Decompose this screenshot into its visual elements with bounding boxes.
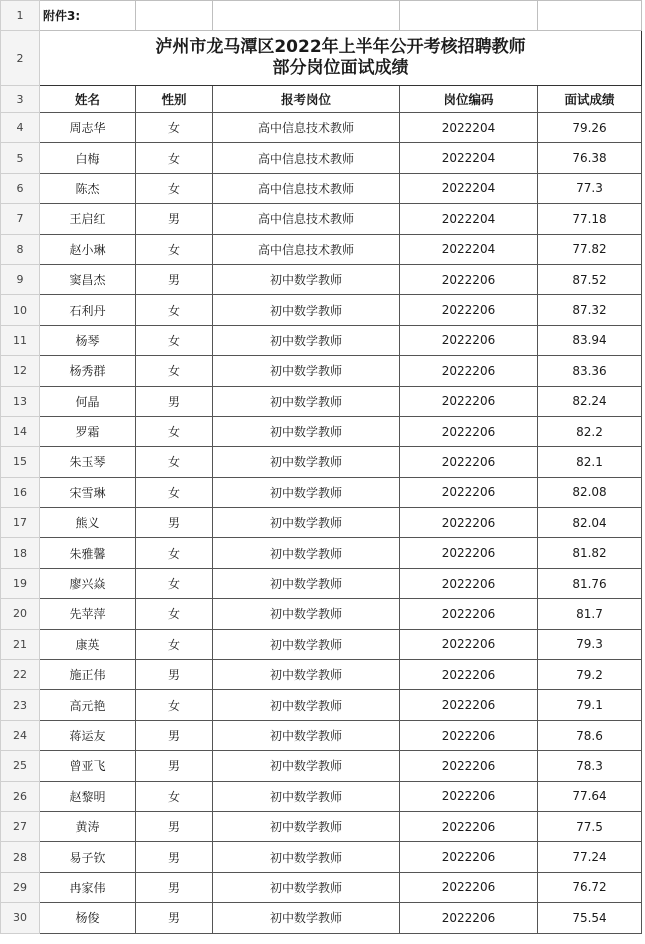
cell-position[interactable]: 初中数学教师: [213, 386, 400, 416]
cell-gender[interactable]: 男: [136, 264, 213, 294]
cell-name[interactable]: 黄涛: [40, 811, 136, 841]
row-number[interactable]: 15: [1, 447, 40, 477]
empty-cell[interactable]: [400, 1, 538, 31]
table-row: [1, 143, 642, 173]
cell-code[interactable]: 2022206: [400, 447, 538, 477]
row-number[interactable]: 3: [1, 86, 40, 113]
cell-score[interactable]: 82.1: [538, 447, 642, 477]
cell-gender[interactable]: 女: [136, 477, 213, 507]
cell-score[interactable]: 83.36: [538, 356, 642, 386]
cell-score[interactable]: 81.82: [538, 538, 642, 568]
cell-gender[interactable]: 女: [136, 113, 213, 143]
cell-code[interactable]: 2022206: [400, 751, 538, 781]
cell-name[interactable]: 赵小琳: [40, 234, 136, 264]
cell-code[interactable]: 2022206: [400, 842, 538, 872]
cell-position[interactable]: 高中信息技术教师: [213, 204, 400, 234]
cell-score[interactable]: 81.76: [538, 568, 642, 598]
empty-cell[interactable]: [213, 1, 400, 31]
cell-gender[interactable]: 女: [136, 356, 213, 386]
cell-score[interactable]: 77.82: [538, 234, 642, 264]
cell-code[interactable]: 2022206: [400, 629, 538, 659]
cell-name[interactable]: 康英: [40, 629, 136, 659]
cell-score[interactable]: 82.08: [538, 477, 642, 507]
cell-position[interactable]: 初中数学教师: [213, 842, 400, 872]
cell-gender[interactable]: 女: [136, 416, 213, 446]
cell-position[interactable]: 初中数学教师: [213, 751, 400, 781]
cell-gender[interactable]: 女: [136, 447, 213, 477]
cell-score[interactable]: 82.04: [538, 508, 642, 538]
cell-position[interactable]: 高中信息技术教师: [213, 143, 400, 173]
row-number[interactable]: 28: [1, 842, 40, 872]
cell-position[interactable]: 高中信息技术教师: [213, 173, 400, 203]
empty-cell[interactable]: [538, 1, 642, 31]
header-gender[interactable]: 性别: [136, 86, 213, 113]
table-row: [1, 477, 642, 507]
cell-position[interactable]: 初中数学教师: [213, 356, 400, 386]
cell-code[interactable]: 2022204: [400, 234, 538, 264]
row-number[interactable]: 12: [1, 356, 40, 386]
cell-position[interactable]: 初中数学教师: [213, 690, 400, 720]
cell-code[interactable]: 2022206: [400, 660, 538, 690]
row-number[interactable]: 10: [1, 295, 40, 325]
cell-name[interactable]: 朱玉琴: [40, 447, 136, 477]
cell-code[interactable]: 2022204: [400, 204, 538, 234]
cell-score[interactable]: 87.32: [538, 295, 642, 325]
row-number[interactable]: 30: [1, 903, 40, 933]
cell-name[interactable]: 周志华: [40, 113, 136, 143]
cell-position[interactable]: 初中数学教师: [213, 872, 400, 902]
cell-gender[interactable]: 女: [136, 173, 213, 203]
table-row: [1, 842, 642, 872]
cell-position[interactable]: 初中数学教师: [213, 599, 400, 629]
table-row: [1, 386, 642, 416]
sheet-row-1: [1, 1, 642, 31]
cell-position[interactable]: 初中数学教师: [213, 508, 400, 538]
row-number[interactable]: 6: [1, 173, 40, 203]
cell-code[interactable]: 2022206: [400, 568, 538, 598]
cell-code[interactable]: 2022206: [400, 538, 538, 568]
cell-score[interactable]: 83.94: [538, 325, 642, 355]
cell-score[interactable]: 77.5: [538, 811, 642, 841]
cell-code[interactable]: 2022206: [400, 416, 538, 446]
table-row: [1, 295, 642, 325]
cell-score[interactable]: 79.26: [538, 113, 642, 143]
cell-code[interactable]: 2022206: [400, 477, 538, 507]
row-number[interactable]: 1: [1, 1, 40, 31]
cell-name[interactable]: 先苹萍: [40, 599, 136, 629]
header-code[interactable]: 岗位编码: [400, 86, 538, 113]
cell-score[interactable]: 75.54: [538, 903, 642, 933]
document-title-cell[interactable]: [40, 31, 642, 86]
cell-position[interactable]: 初中数学教师: [213, 811, 400, 841]
cell-position[interactable]: 初中数学教师: [213, 264, 400, 294]
cell-name[interactable]: 廖兴焱: [40, 568, 136, 598]
cell-name[interactable]: 杨秀群: [40, 356, 136, 386]
cell-name[interactable]: 冉家伟: [40, 872, 136, 902]
cell-code[interactable]: 2022206: [400, 356, 538, 386]
cell-name[interactable]: 陈杰: [40, 173, 136, 203]
cell-score[interactable]: 78.6: [538, 720, 642, 750]
row-number[interactable]: 19: [1, 568, 40, 598]
table-row: [1, 325, 642, 355]
cell-gender[interactable]: 男: [136, 720, 213, 750]
cell-position[interactable]: 高中信息技术教师: [213, 113, 400, 143]
row-number[interactable]: 17: [1, 508, 40, 538]
cell-name[interactable]: 熊义: [40, 508, 136, 538]
row-number[interactable]: 26: [1, 781, 40, 811]
row-number[interactable]: 29: [1, 872, 40, 902]
cell-name[interactable]: 罗霜: [40, 416, 136, 446]
row-number[interactable]: 9: [1, 264, 40, 294]
cell-position[interactable]: 初中数学教师: [213, 295, 400, 325]
row-number[interactable]: 27: [1, 811, 40, 841]
cell-gender[interactable]: 女: [136, 781, 213, 811]
cell-gender[interactable]: 女: [136, 629, 213, 659]
cell-position[interactable]: 初中数学教师: [213, 903, 400, 933]
cell-score[interactable]: 81.7: [538, 599, 642, 629]
row-number[interactable]: 16: [1, 477, 40, 507]
row-number[interactable]: 23: [1, 690, 40, 720]
row-number[interactable]: 11: [1, 325, 40, 355]
cell-name[interactable]: 曾亚飞: [40, 751, 136, 781]
row-number[interactable]: 24: [1, 720, 40, 750]
cell-code[interactable]: 2022204: [400, 173, 538, 203]
row-number[interactable]: 7: [1, 204, 40, 234]
cell-name[interactable]: 易子钦: [40, 842, 136, 872]
table-row: [1, 720, 642, 750]
header-position[interactable]: 报考岗位: [213, 86, 400, 113]
cell-name[interactable]: 蒋运友: [40, 720, 136, 750]
cell-gender[interactable]: 男: [136, 872, 213, 902]
cell-score[interactable]: 82.2: [538, 416, 642, 446]
cell-code[interactable]: 2022206: [400, 508, 538, 538]
cell-gender[interactable]: 女: [136, 599, 213, 629]
cell-code[interactable]: 2022206: [400, 690, 538, 720]
table-row: [1, 690, 642, 720]
cell-gender[interactable]: 女: [136, 295, 213, 325]
row-number[interactable]: 20: [1, 599, 40, 629]
cell-position[interactable]: 初中数学教师: [213, 325, 400, 355]
cell-name[interactable]: 高元艳: [40, 690, 136, 720]
cell-code[interactable]: 2022206: [400, 325, 538, 355]
cell-score[interactable]: 79.2: [538, 660, 642, 690]
cell-position[interactable]: 初中数学教师: [213, 416, 400, 446]
cell-name[interactable]: 杨琴: [40, 325, 136, 355]
header-score[interactable]: 面试成绩: [538, 86, 642, 113]
cell-position[interactable]: 初中数学教师: [213, 538, 400, 568]
row-number[interactable]: 25: [1, 751, 40, 781]
cell-score[interactable]: 77.64: [538, 781, 642, 811]
table-row: [1, 234, 642, 264]
table-row: [1, 447, 642, 477]
empty-cell[interactable]: [136, 1, 213, 31]
cell-position[interactable]: 初中数学教师: [213, 781, 400, 811]
cell-score[interactable]: 77.24: [538, 842, 642, 872]
cell-gender[interactable]: 女: [136, 325, 213, 355]
row-number[interactable]: 8: [1, 234, 40, 264]
cell-gender[interactable]: 男: [136, 811, 213, 841]
cell-score[interactable]: 78.3: [538, 751, 642, 781]
table-row: [1, 629, 642, 659]
cell-code[interactable]: 2022204: [400, 143, 538, 173]
cell-gender[interactable]: 男: [136, 751, 213, 781]
table-row: [1, 204, 642, 234]
table-row: [1, 903, 642, 933]
document-title-line1: 泸州市龙马潭区2022年上半年公开考核招聘教师: [155, 37, 526, 57]
row-number[interactable]: 21: [1, 629, 40, 659]
cell-score[interactable]: 76.72: [538, 872, 642, 902]
cell-name[interactable]: 朱雅馨: [40, 538, 136, 568]
cell-code[interactable]: 2022206: [400, 295, 538, 325]
cell-code[interactable]: 2022206: [400, 811, 538, 841]
cell-name[interactable]: 石利丹: [40, 295, 136, 325]
cell-gender[interactable]: 女: [136, 690, 213, 720]
cell-gender[interactable]: 女: [136, 568, 213, 598]
row-number[interactable]: 13: [1, 386, 40, 416]
cell-code[interactable]: 2022206: [400, 903, 538, 933]
cell-gender[interactable]: 男: [136, 204, 213, 234]
table-row: [1, 811, 642, 841]
table-row: [1, 416, 642, 446]
cell-code[interactable]: 2022206: [400, 386, 538, 416]
table-row: [1, 568, 642, 598]
table-row: [1, 356, 642, 386]
cell-name[interactable]: 窦昌杰: [40, 264, 136, 294]
document-title-line2: 部分岗位面试成绩: [272, 58, 409, 78]
cell-name[interactable]: 杨俊: [40, 903, 136, 933]
cell-code[interactable]: 2022206: [400, 781, 538, 811]
cell-gender[interactable]: 女: [136, 143, 213, 173]
cell-position[interactable]: 初中数学教师: [213, 477, 400, 507]
cell-position[interactable]: 初中数学教师: [213, 568, 400, 598]
table-row: [1, 660, 642, 690]
table-row: [1, 113, 642, 143]
cell-score[interactable]: 79.3: [538, 629, 642, 659]
sheet-row-2: [1, 31, 642, 86]
table-row: [1, 751, 642, 781]
cell-code[interactable]: 2022206: [400, 264, 538, 294]
row-number[interactable]: 14: [1, 416, 40, 446]
cell-score[interactable]: 82.24: [538, 386, 642, 416]
cell-gender[interactable]: 女: [136, 234, 213, 264]
cell-name[interactable]: 宋雪琳: [40, 477, 136, 507]
header-name[interactable]: 姓名: [40, 86, 136, 113]
cell-position[interactable]: 初中数学教师: [213, 447, 400, 477]
cell-name[interactable]: 施正伟: [40, 660, 136, 690]
table-row: [1, 508, 642, 538]
cell-gender[interactable]: 男: [136, 508, 213, 538]
table-row: [1, 872, 642, 902]
cell-position[interactable]: 高中信息技术教师: [213, 234, 400, 264]
cell-gender[interactable]: 男: [136, 903, 213, 933]
table-row: [1, 538, 642, 568]
cell-score[interactable]: 77.18: [538, 204, 642, 234]
cell-code[interactable]: 2022206: [400, 599, 538, 629]
cell-position[interactable]: 初中数学教师: [213, 629, 400, 659]
cell-score[interactable]: 76.38: [538, 143, 642, 173]
cell-code[interactable]: 2022206: [400, 720, 538, 750]
cell-name[interactable]: 王启红: [40, 204, 136, 234]
cell-gender[interactable]: 男: [136, 842, 213, 872]
cell-code[interactable]: 2022206: [400, 872, 538, 902]
table-row: [1, 599, 642, 629]
cell-gender[interactable]: 女: [136, 538, 213, 568]
attachment-label-cell[interactable]: 附件3:: [40, 1, 136, 31]
table-row: [1, 781, 642, 811]
cell-name[interactable]: 何晶: [40, 386, 136, 416]
cell-gender[interactable]: 男: [136, 660, 213, 690]
cell-score[interactable]: 77.3: [538, 173, 642, 203]
cell-name[interactable]: 白梅: [40, 143, 136, 173]
cell-name[interactable]: 赵黎明: [40, 781, 136, 811]
table-row: [1, 173, 642, 203]
row-number[interactable]: 18: [1, 538, 40, 568]
cell-score[interactable]: 87.52: [538, 264, 642, 294]
row-number[interactable]: 22: [1, 660, 40, 690]
table-row: [1, 264, 642, 294]
header-row: [1, 86, 642, 113]
row-number[interactable]: 5: [1, 143, 40, 173]
cell-code[interactable]: 2022204: [400, 113, 538, 143]
cell-position[interactable]: 初中数学教师: [213, 720, 400, 750]
row-number[interactable]: 2: [1, 31, 40, 86]
cell-gender[interactable]: 男: [136, 386, 213, 416]
cell-score[interactable]: 79.1: [538, 690, 642, 720]
cell-position[interactable]: 初中数学教师: [213, 660, 400, 690]
row-number[interactable]: 4: [1, 113, 40, 143]
